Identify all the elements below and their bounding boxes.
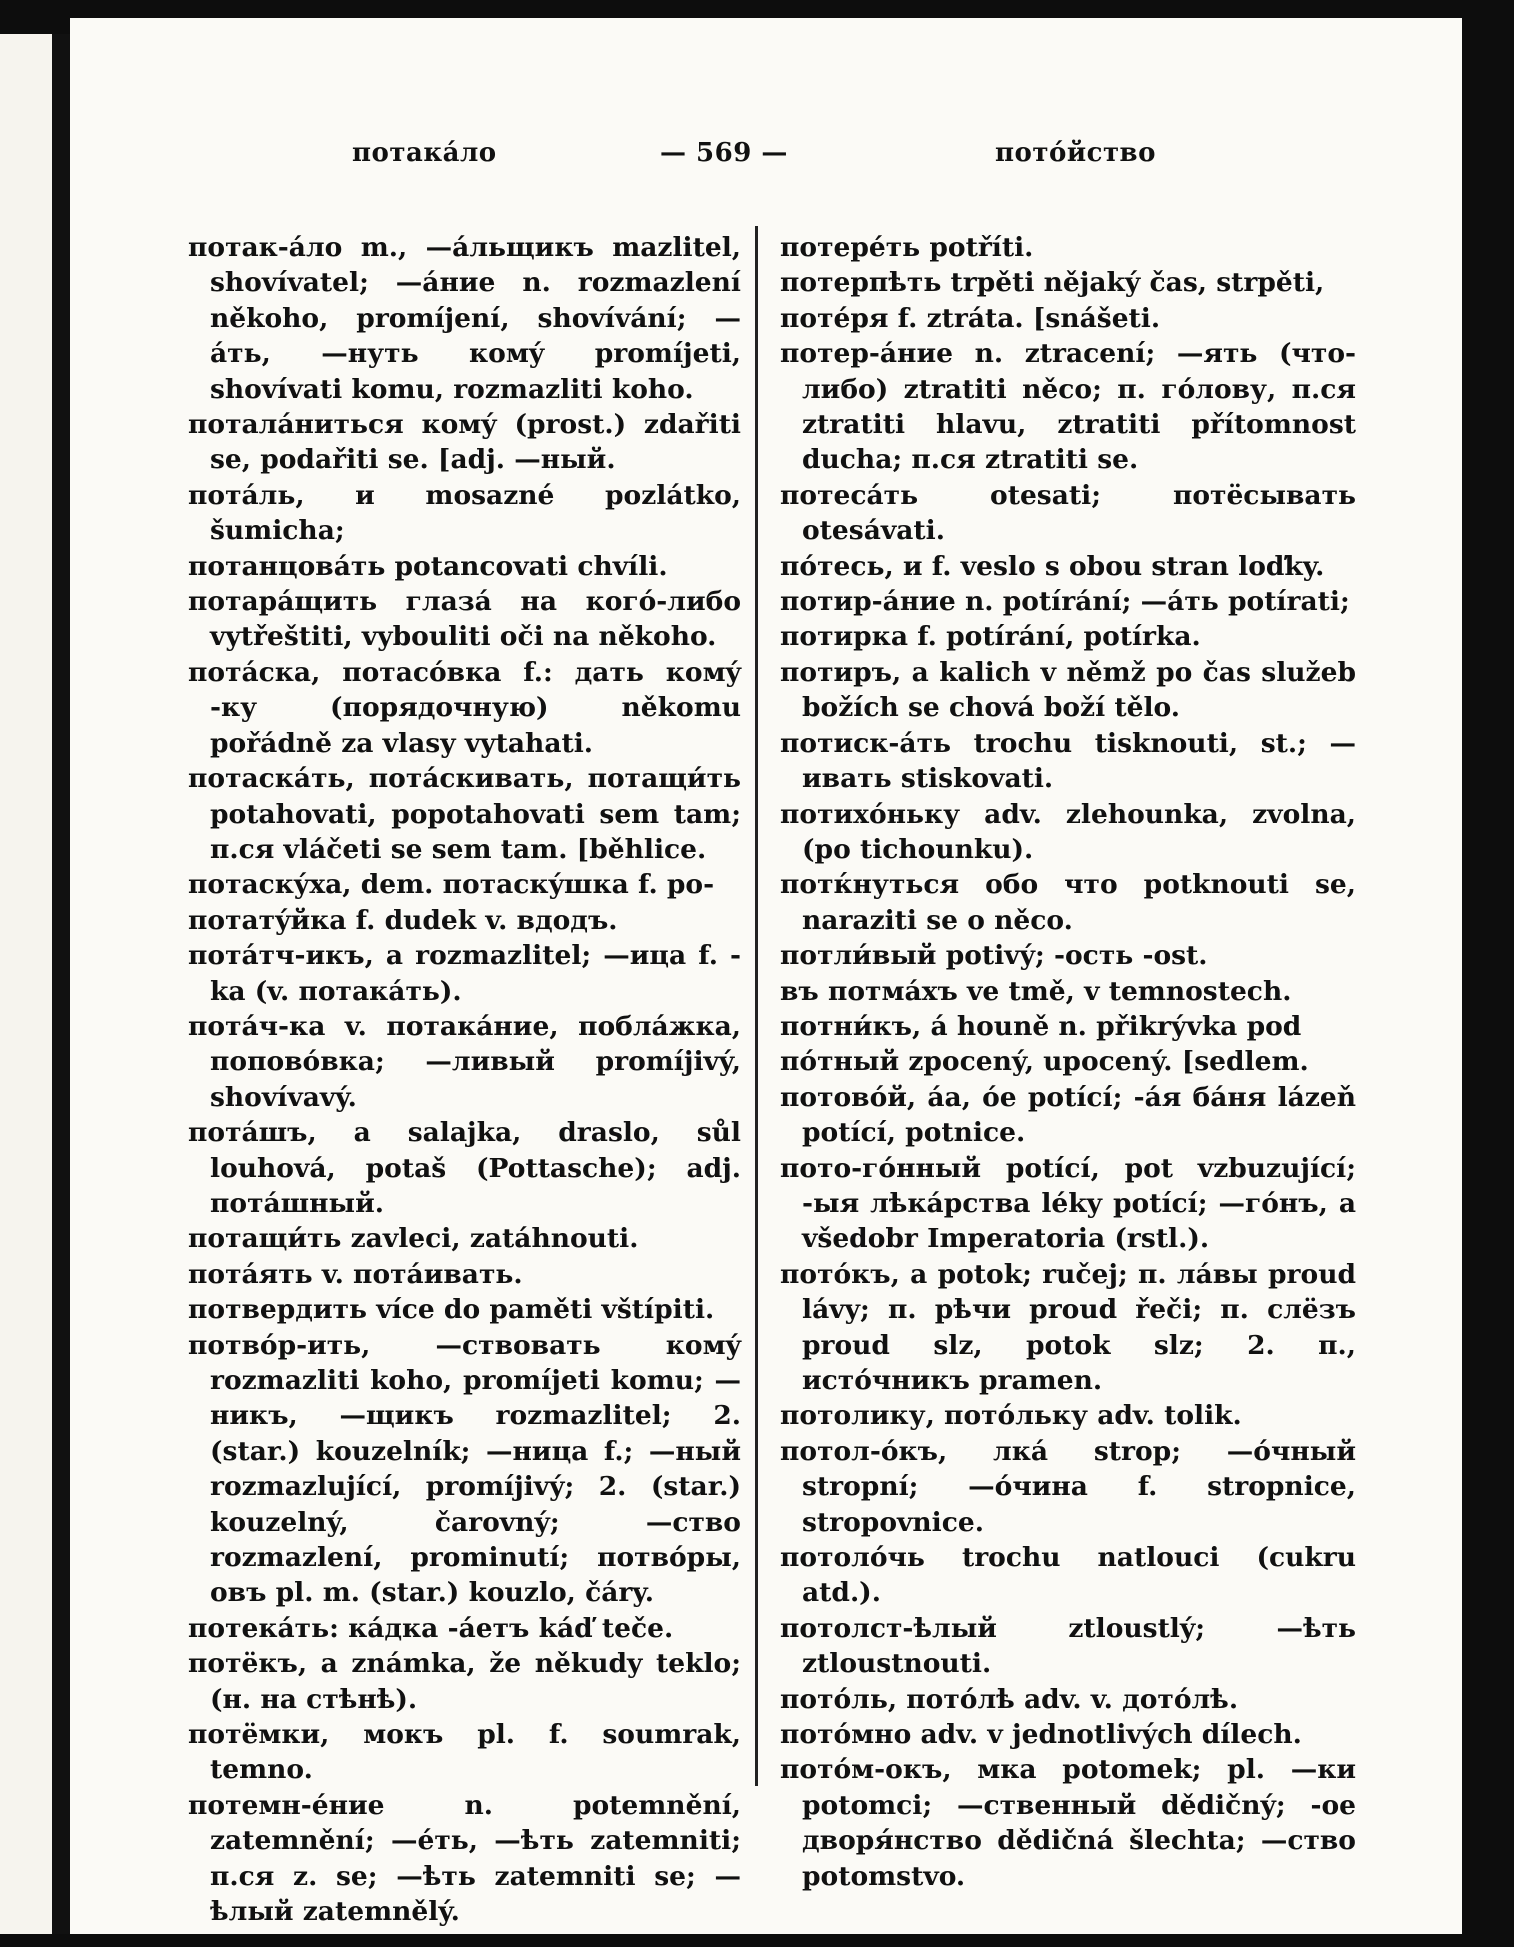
dictionary-entry: потáска, потасóвка f.: дать комý -ку (порядочную) někomu pořádně za vlasy vytahati. <box>188 656 741 759</box>
dictionary-entry: потирка f. potírání, potírka. <box>780 621 1201 653</box>
dictionary-entry: потарáщить глазá на когó-либо vytřeštiti, vybouliti oči na někoho. <box>188 586 741 653</box>
dictionary-entry: потол-óкъ, лкá strop; —óчный stropní; —óчина f. stropnice, stropovnice. <box>780 1435 1356 1538</box>
dictionary-entry: потерпѣть trpěti nějaký čas, strpěti, <box>780 267 1325 299</box>
dictionary-entry: потовóй, áа, óе potící; -áя бáня lázeň potící, potnice. <box>780 1081 1356 1149</box>
dictionary-entry: потиск-áть trochu tisknouti, st.; —ивать stiskovati. <box>780 727 1356 795</box>
dictionary-entry: потёкъ, a známka, že někudy teklo; (н. на стѣнѣ). <box>188 1648 741 1715</box>
dictionary-entry: потолику, потóльку adv. tolik. <box>780 1400 1242 1432</box>
dictionary-entry: потвóр-ить, —ствовать комý rozmazliti koho, promíjeti komu; —никъ, —щикъ rozmazlitel; 2. (star.) kouzelník; —ница f.; —ный rozmazlující, promíjivý; 2. (star.) kouzelný, čarovný; —ство rozmazlení, prominutí; потвóры, овъ pl. m. (star.) kouzlo, čáry. <box>188 1329 741 1609</box>
dictionary-entry: потќнуться обо что potknouti se, naraziti se o něco. <box>780 869 1356 936</box>
binding-gutter <box>52 34 70 1934</box>
dictionary-entry: потатýйка f. dudek v. вдодъ. <box>188 904 618 936</box>
left-catchword: потакáло <box>352 138 497 168</box>
dictionary-entry: потни́къ, á houně n. přikrývka pod <box>780 1010 1302 1042</box>
dictionary-entry: потир-áние n. potírání; —áть potírati; <box>780 586 1350 618</box>
dictionary-entry: потекáть: кáдка -áетъ káď teče. <box>188 1612 674 1644</box>
dictionary-entry: потерéть potříti. <box>780 232 1034 263</box>
dictionary-entry: потáль, и mosazné pozlátko, šumicha; <box>188 479 741 547</box>
dictionary-entry: потихóньку adv. zlehounka, zvolna, (po tichounku). <box>780 798 1356 865</box>
dictionary-entry: потак-áло m., —áльщикъ mazlitel, shovívatel; —áние n. rozmazlení někoho, promíjení, shovívání; —áть, —нуть комý promíjeti, shovívati komu, rozmazliti koho. <box>188 232 741 405</box>
page-number: — 569 — <box>660 138 788 168</box>
dictionary-entry: потолст-ѣлый ztloustlý; —ѣть ztloustnouti. <box>780 1612 1356 1680</box>
dictionary-entry: потёмки, мокъ pl. f. soumrak, temno. <box>188 1719 741 1786</box>
dictionary-entry: потóкъ, a potok; ručej; п. лáвы proud lávy; п. рѣчи proud řeči; п. слёзъ proud slz, potok slz; 2. п., истóчникъ pramen. <box>780 1258 1356 1396</box>
dictionary-entry: потóм-окъ, мка potomek; pl. —ки potomci; —ственный dědičný; -ое дворя́нство dědičná šlechta; —ство potomstvo. <box>780 1754 1356 1892</box>
running-header <box>70 138 1462 178</box>
dictionary-entry: потиръ, a kalich v němž po čas služeb božích se chová boží tělo. <box>780 656 1356 724</box>
dictionary-entry: потанцовáть potancovati chvíli. <box>188 550 668 582</box>
right-column <box>780 230 1356 1894</box>
dictionary-entry: потáтч-икъ, a rozmazlitel; —ица f. -ka (v. потакáть). <box>188 940 741 1007</box>
dictionary-entry: потáшъ, a salajka, draslo, sůl louhová, potaš (Pottasche); adj. потáшный. <box>188 1117 741 1219</box>
dictionary-entry: потер-áние n. ztracení; —ять (что-либо) ztratiti něco; п. гóлову, п.ся ztratiti hlavu, ztratiti přítomnost ducha; п.ся ztratiti se. <box>780 338 1356 476</box>
dictionary-entry: потáч-ка v. потакáние, поблáжка, поповóвка; —ливый promíjivý, shovívavý. <box>188 1010 741 1113</box>
dictionary-entry: потóль, потóлѣ adv. v. дотóлѣ. <box>780 1683 1239 1715</box>
right-catchword: потóйство <box>995 138 1156 168</box>
dictionary-entry: пóтесь, и f. veslo s obou stran loďky. <box>780 550 1325 582</box>
dictionary-entry: пóтный zpocený, upocený. [sedlem. <box>780 1046 1309 1078</box>
dictionary-entry: потаскáть, потáскивать, потащи́ть potahovati, popotahovati sem tam; п.ся vláčeti se sem tam. [běhlice. <box>188 763 741 865</box>
dictionary-entry: потолóчь trochu natlouci (cukru atd.). <box>780 1542 1356 1609</box>
dictionary-entry: пото-гóнный potící, pot vzbuzující; -ыя лѣкáрства léky potící; —гóнъ, a všedobr Imperatoria (rstl.). <box>780 1152 1356 1255</box>
dictionary-entry: въ потмáхъ ve tmě, v temnostech. <box>780 975 1292 1007</box>
dictionary-entry: потéря f. ztráta. [snášeti. <box>780 302 1161 334</box>
dictionary-entry: поталáниться комý (prost.) zdařiti se, podařiti se. [adj. —ный. <box>188 409 741 476</box>
dictionary-entry: потли́вый potivý; -ость -ost. <box>780 940 1208 972</box>
dictionary-page <box>70 18 1462 1934</box>
dictionary-entry: потóмно adv. v jednotlivých dílech. <box>780 1719 1302 1751</box>
dictionary-entry: потáять v. потáивать. <box>188 1258 523 1290</box>
dictionary-entry: потемн-éние n. potemnění, zatemnění; —éть, —ѣть zatemniti; п.ся z. se; —ѣть zatemniti se; —ѣлый zatemnělý. <box>188 1789 741 1928</box>
left-column <box>188 230 741 1930</box>
dictionary-entry: потесáть otesati; потёсывать otesávati. <box>780 479 1356 547</box>
dictionary-entry: потаскýха, dem. потаскýшка f. po- <box>188 869 715 901</box>
dictionary-entry: потащи́ть zavleci, zatáhnouti. <box>188 1223 639 1255</box>
column-divider <box>755 226 758 1786</box>
dictionary-entry: потвердить více do paměti vštípiti. <box>188 1294 715 1326</box>
facing-page-edge <box>0 34 52 1934</box>
